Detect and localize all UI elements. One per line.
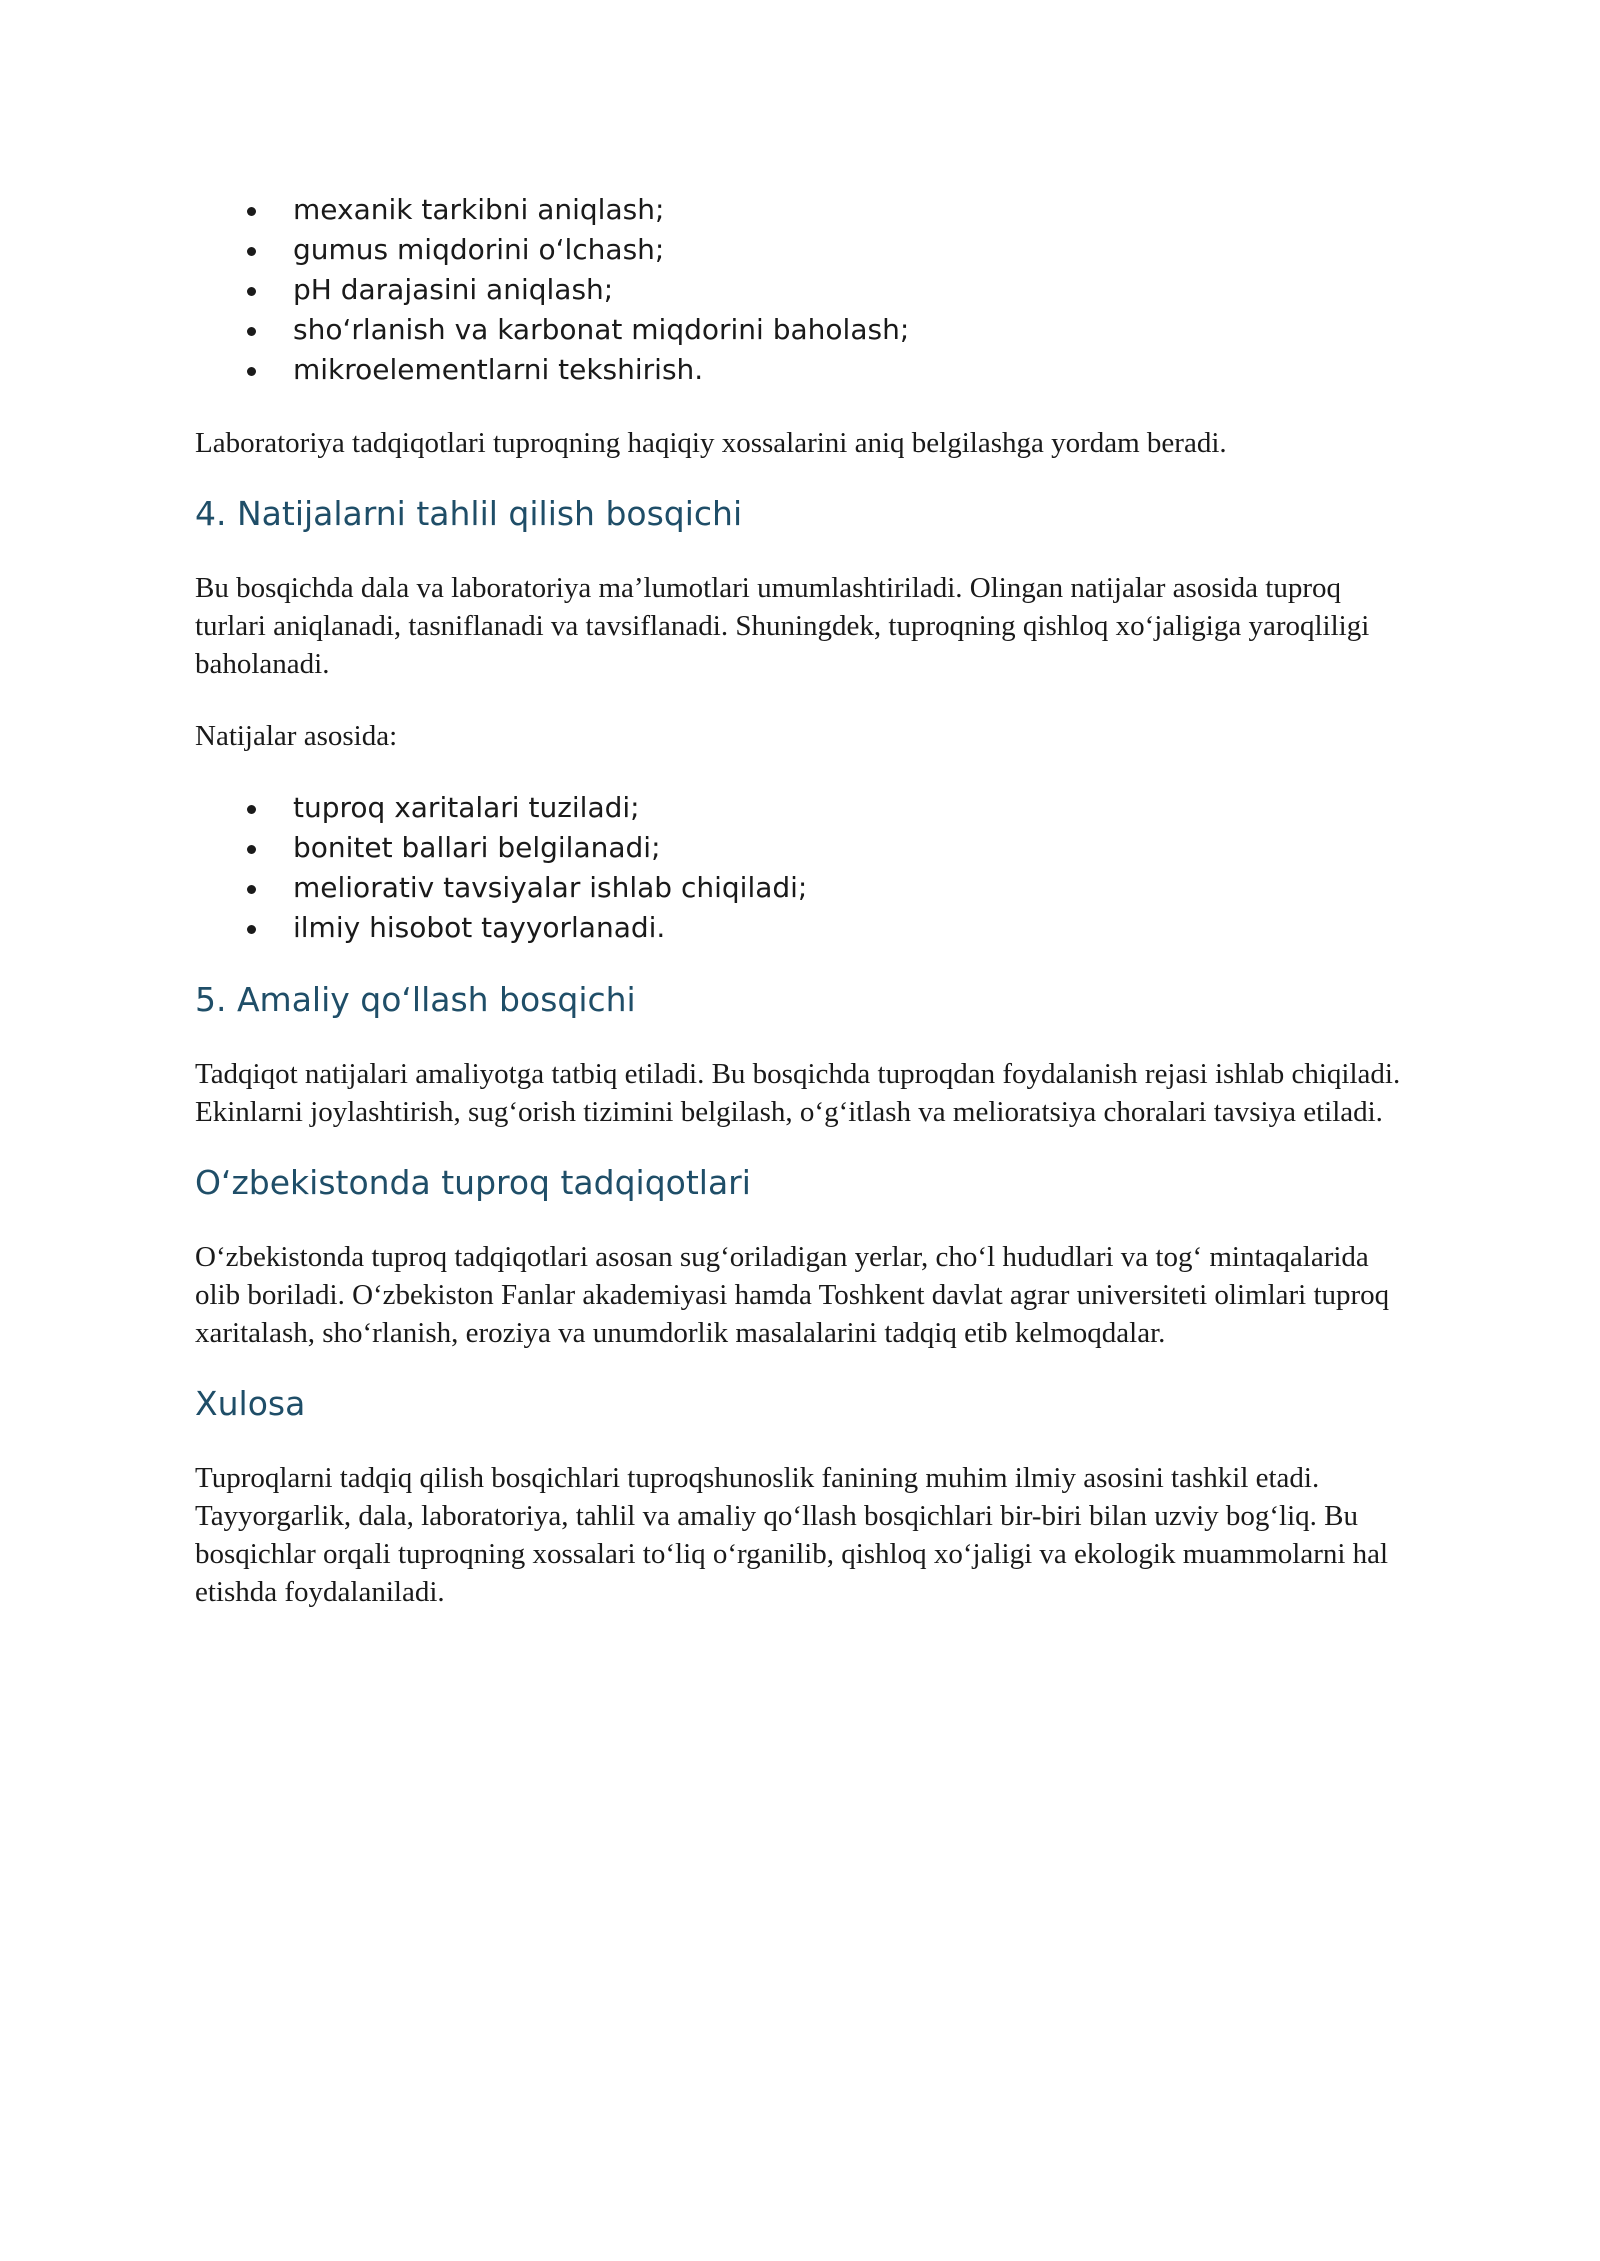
list-item-text: gumus miqdorini o‘lchash; xyxy=(293,233,665,266)
list-item-text: meliorativ tavsiyalar ishlab chiqiladi; xyxy=(293,871,808,904)
list-item-text: ilmiy hisobot tayyorlanadi. xyxy=(293,911,666,944)
list-item-text: tuproq xaritalari tuziladi; xyxy=(293,791,640,824)
section-5-paragraph: Tadqiqot natijalari amaliyotga tatbiq etiladi. Bu bosqichda tuproqdan foydalanish rejasi ishlab chiqiladi. Ekinlarni joylashtirish, sug‘orish tizimini belgilash, o‘g‘itlash va melioratsiya choralari tavsiya etiladi. xyxy=(195,1058,1401,1128)
bullet-icon xyxy=(247,247,256,256)
results-list xyxy=(195,788,1415,948)
list-item-text: sho‘rlanish va karbonat miqdorini baholash; xyxy=(293,313,910,346)
bullet-icon xyxy=(247,925,256,934)
list-item xyxy=(195,788,1415,828)
page-content xyxy=(195,190,1415,1611)
list-item xyxy=(195,868,1415,908)
list-item xyxy=(195,190,1415,230)
bullet-icon xyxy=(247,327,256,336)
analysis-methods-list xyxy=(195,190,1415,390)
list-item xyxy=(195,828,1415,868)
bullet-icon xyxy=(247,805,256,814)
section-4-intro: Natijalar asosida: xyxy=(195,720,398,752)
bullet-icon xyxy=(247,845,256,854)
list-item xyxy=(195,310,1415,350)
conclusion-paragraph: Tuproqlarni tadqiq qilish bosqichlari tuproqshunoslik fanining muhim ilmiy asosini tashkil etadi. Tayyorgarlik, dala, laboratoriya, tahlil va amaliy qo‘llash bosqichlari bir-biri bilan uzviy bog‘liq. Bu bosqichlar orqali tuproqning xossalari to‘liq o‘rganilib, qishloq xo‘jaligi va ekologik muammolarni hal etishda foydalaniladi. xyxy=(195,1462,1389,1608)
list-item xyxy=(195,230,1415,270)
uzbekistan-section-heading: O‘zbekistonda tuproq tadqiqotlari xyxy=(195,1163,751,1202)
conclusion-heading: Xulosa xyxy=(195,1384,306,1423)
uzbekistan-section-paragraph: O‘zbekistonda tuproq tadqiqotlari asosan sug‘oriladigan yerlar, cho‘l hududlari va tog‘ mintaqalarida olib boriladi. O‘zbekiston Fanlar akademiyasi hamda Toshkent davlat agrar universiteti olimlari tuproq xaritalash, sho‘rlanish, eroziya va unumdorlik masalalarini tadqiq etib kelmoqdalar. xyxy=(195,1241,1390,1349)
section-5-heading: 5. Amaliy qo‘llash bosqichi xyxy=(195,980,636,1019)
list-item xyxy=(195,908,1415,948)
list-item-text: bonitet ballari belgilanadi; xyxy=(293,831,661,864)
list-item xyxy=(195,350,1415,390)
bullet-icon xyxy=(247,367,256,376)
section-4-heading: 4. Natijalarni tahlil qilish bosqichi xyxy=(195,494,743,533)
bullet-icon xyxy=(247,287,256,296)
list-item-text: mikroelementlarni tekshirish. xyxy=(293,353,704,386)
section-4-paragraph: Bu bosqichda dala va laboratoriya ma’lumotlari umumlashtiriladi. Olingan natijalar asosida tuproq turlari aniqlanadi, tasniflanadi va tavsiflanadi. Shuningdek, tuproqning qishloq xo‘jaligiga yaroqliligi baholanadi. xyxy=(195,572,1370,680)
list-item xyxy=(195,270,1415,310)
bullet-icon xyxy=(247,885,256,894)
list-item-text: mexanik tarkibni aniqlash; xyxy=(293,193,665,226)
bullet-icon xyxy=(247,207,256,216)
list-item-text: pH darajasini aniqlash; xyxy=(293,273,614,306)
lab-paragraph: Laboratoriya tadqiqotlari tuproqning haqiqiy xossalarini aniq belgilashga yordam beradi. xyxy=(195,427,1227,459)
